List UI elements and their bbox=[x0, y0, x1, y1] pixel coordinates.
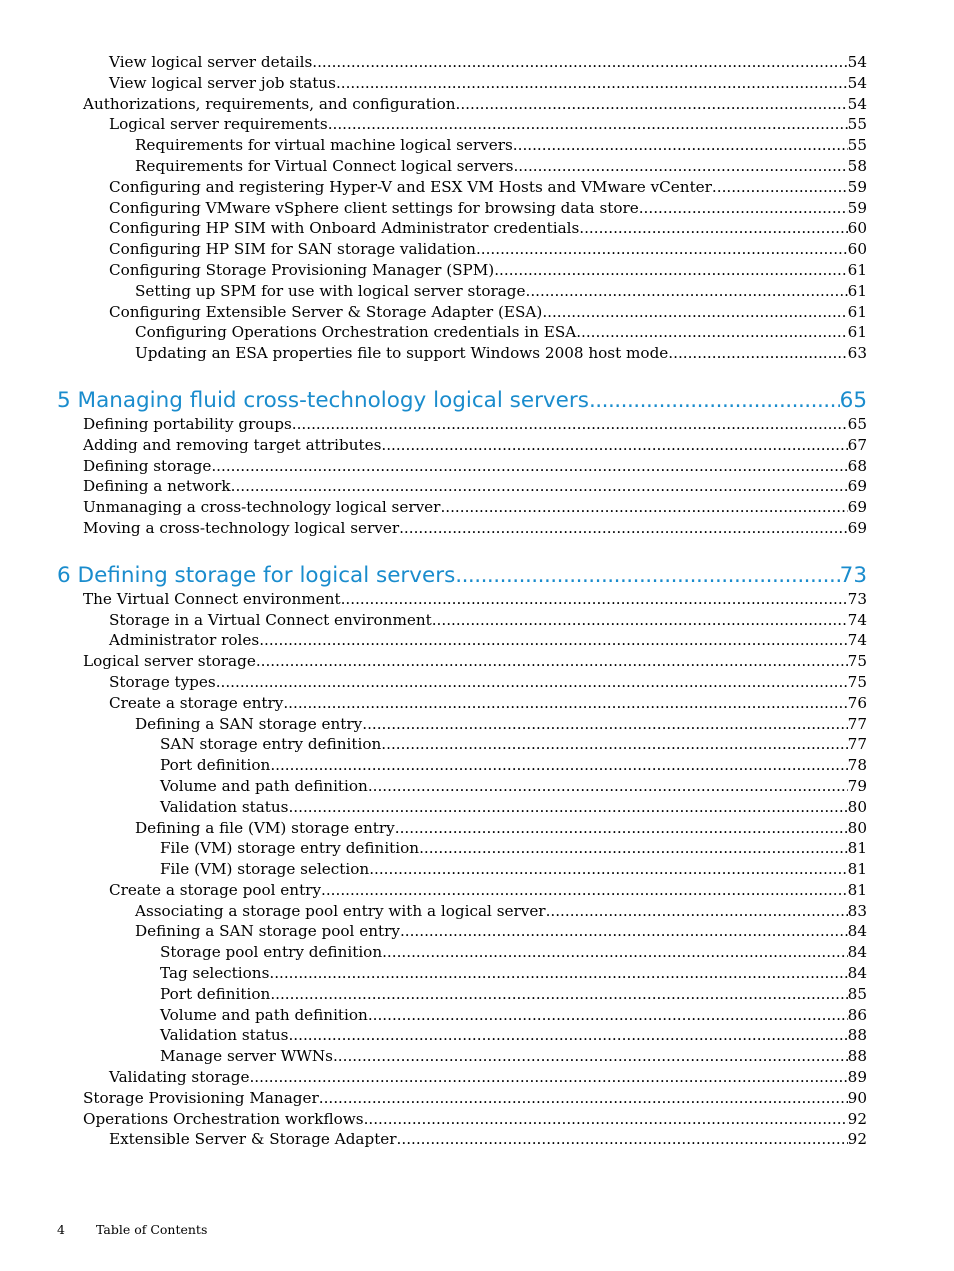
toc-entry-page: 65 bbox=[839, 387, 867, 413]
dot-leader bbox=[336, 73, 848, 94]
dot-leader bbox=[269, 963, 847, 984]
toc-entry-title: Validating storage bbox=[109, 1068, 250, 1087]
toc-entry-page: 69 bbox=[847, 518, 867, 537]
dot-leader bbox=[639, 198, 848, 219]
toc-entry-page: 81 bbox=[847, 860, 867, 879]
dot-leader bbox=[270, 984, 847, 1005]
dot-leader bbox=[526, 281, 848, 302]
toc-entry-title: The Virtual Connect environment bbox=[83, 589, 341, 608]
dot-leader bbox=[494, 260, 847, 281]
dot-leader bbox=[397, 1129, 848, 1150]
toc-entry[interactable] bbox=[57, 281, 867, 302]
toc-entry-title: File (VM) storage entry definition bbox=[160, 839, 420, 858]
toc-entry-page: 59 bbox=[847, 177, 867, 196]
toc-entry[interactable] bbox=[57, 755, 867, 776]
toc-entry-page: 89 bbox=[847, 1068, 867, 1087]
toc-entry-page: 55 bbox=[847, 136, 867, 155]
footer-title: Table of Contents bbox=[96, 1222, 208, 1237]
toc-entry-title: Requirements for Virtual Connect logical servers bbox=[135, 156, 514, 175]
toc-entry[interactable] bbox=[57, 435, 867, 456]
toc-entry-page: 58 bbox=[847, 156, 867, 175]
toc-entry-title: Configuring Extensible Server & Storage Adapter (ESA) bbox=[109, 302, 543, 321]
toc-entry-title: Port definition bbox=[160, 756, 271, 775]
toc-entry-page: 73 bbox=[839, 562, 867, 588]
toc-entry[interactable] bbox=[57, 239, 867, 260]
dot-leader bbox=[256, 651, 848, 672]
dot-leader bbox=[440, 497, 847, 518]
toc-entry-page: 69 bbox=[847, 477, 867, 496]
toc-entry-page: 61 bbox=[847, 281, 867, 300]
toc-entry[interactable] bbox=[57, 1067, 867, 1088]
toc-entry-title: Volume and path definition bbox=[160, 776, 368, 795]
toc-entry-title: Volume and path definition bbox=[160, 1005, 368, 1024]
dot-leader bbox=[328, 114, 848, 135]
toc-entry[interactable] bbox=[57, 177, 867, 198]
toc-chapter-heading[interactable] bbox=[57, 387, 867, 415]
dot-leader bbox=[288, 1025, 847, 1046]
toc-entry[interactable] bbox=[57, 942, 867, 963]
toc-entry-title: SAN storage entry definition bbox=[160, 735, 382, 754]
toc-entry[interactable] bbox=[57, 859, 867, 880]
toc-entry-page: 78 bbox=[847, 756, 867, 775]
dot-leader bbox=[546, 901, 848, 922]
toc-entry-page: 63 bbox=[847, 344, 867, 363]
toc-entry-title: Setting up SPM for use with logical server storage bbox=[135, 281, 526, 300]
toc-entry-page: 90 bbox=[847, 1088, 867, 1107]
dot-leader bbox=[292, 414, 848, 435]
dot-leader bbox=[270, 755, 847, 776]
dot-leader bbox=[579, 218, 847, 239]
toc-entry-page: 92 bbox=[847, 1109, 867, 1128]
toc-entry-page: 81 bbox=[847, 880, 867, 899]
dot-leader bbox=[712, 177, 848, 198]
dot-leader bbox=[319, 1088, 848, 1109]
toc-entry[interactable] bbox=[57, 52, 867, 73]
dot-leader bbox=[668, 343, 847, 364]
dot-leader bbox=[368, 776, 848, 797]
toc-entry-title: Validation status bbox=[160, 797, 289, 816]
toc-entry[interactable] bbox=[57, 984, 867, 1005]
toc-entry-title: Defining storage bbox=[83, 456, 212, 475]
toc-entry-title: Operations Orchestration workflows bbox=[83, 1109, 364, 1128]
toc-entry-title: Adding and removing target attributes bbox=[83, 435, 382, 454]
dot-leader bbox=[362, 714, 847, 735]
toc-entry[interactable] bbox=[57, 818, 867, 839]
toc-entry-page: 74 bbox=[847, 631, 867, 650]
toc-entry-page: 60 bbox=[847, 240, 867, 259]
toc-entry[interactable] bbox=[57, 302, 867, 323]
toc-entry-title: Logical server requirements bbox=[109, 115, 328, 134]
toc-entry[interactable] bbox=[57, 1046, 867, 1067]
toc-entry[interactable] bbox=[57, 114, 867, 135]
toc-entry-title: Unmanaging a cross-technology logical server bbox=[83, 498, 441, 517]
toc-entry-title: Defining a network bbox=[83, 477, 231, 496]
dot-leader bbox=[513, 156, 847, 177]
toc-entry-title: Configuring Storage Provisioning Manager (SPM) bbox=[109, 260, 495, 279]
toc-entry-page: 61 bbox=[847, 302, 867, 321]
toc-entry-title: Manage server WWNs bbox=[160, 1047, 333, 1066]
toc-entry-page: 54 bbox=[847, 94, 867, 113]
toc-entry-page: 54 bbox=[847, 73, 867, 92]
dot-leader bbox=[456, 94, 848, 115]
toc-entry-page: 73 bbox=[847, 589, 867, 608]
toc-entry-page: 84 bbox=[847, 922, 867, 941]
toc-entry-page: 79 bbox=[847, 776, 867, 795]
toc-entry-page: 61 bbox=[847, 323, 867, 342]
dot-leader bbox=[369, 859, 847, 880]
toc-entry-title: Storage pool entry definition bbox=[160, 943, 383, 962]
toc-entry[interactable] bbox=[57, 880, 867, 901]
toc-entry-title: Moving a cross-technology logical server bbox=[83, 518, 400, 537]
toc-entry-title: Defining portability groups bbox=[83, 414, 292, 433]
toc-entry-page: 88 bbox=[847, 1047, 867, 1066]
toc-entry-title: View logical server job status bbox=[109, 73, 336, 92]
toc-entry[interactable] bbox=[57, 414, 867, 435]
toc-entry[interactable] bbox=[57, 610, 867, 631]
toc-entry[interactable] bbox=[57, 734, 867, 755]
dot-leader bbox=[259, 630, 847, 651]
toc-entry[interactable] bbox=[57, 497, 867, 518]
toc-entry[interactable] bbox=[57, 1088, 867, 1109]
dot-leader bbox=[381, 435, 847, 456]
toc-entry[interactable] bbox=[57, 776, 867, 797]
dot-leader bbox=[211, 456, 847, 477]
toc-entry-title: Storage types bbox=[109, 672, 216, 691]
toc-entry[interactable] bbox=[57, 456, 867, 477]
toc-entry-title: Defining a file (VM) storage entry bbox=[135, 818, 395, 837]
toc-entry-page: 84 bbox=[847, 943, 867, 962]
toc-entry[interactable] bbox=[57, 1005, 867, 1026]
dot-leader bbox=[216, 672, 848, 693]
toc-entry[interactable] bbox=[57, 73, 867, 94]
dot-leader bbox=[542, 302, 847, 323]
dot-leader bbox=[395, 818, 848, 839]
toc-entry-title: Storage Provisioning Manager bbox=[83, 1088, 319, 1107]
dot-leader bbox=[576, 322, 847, 343]
toc-entry[interactable] bbox=[57, 156, 867, 177]
dot-leader bbox=[589, 387, 840, 415]
dot-leader bbox=[432, 610, 848, 631]
toc-entry[interactable] bbox=[57, 476, 867, 497]
toc-entry-title: File (VM) storage selection bbox=[160, 860, 370, 879]
toc-entry[interactable] bbox=[57, 838, 867, 859]
toc-entry-page: 83 bbox=[847, 901, 867, 920]
toc-entry[interactable] bbox=[57, 94, 867, 115]
toc-entry-title: Create a storage pool entry bbox=[109, 880, 322, 899]
toc-entry[interactable] bbox=[57, 260, 867, 281]
toc-entry[interactable] bbox=[57, 651, 867, 672]
toc-entry-page: 59 bbox=[847, 198, 867, 217]
page-footer bbox=[57, 1222, 207, 1237]
toc-entry[interactable] bbox=[57, 797, 867, 818]
toc-entry-title: Tag selections bbox=[160, 964, 270, 983]
toc-entry-page: 67 bbox=[847, 435, 867, 454]
toc-entry-title: Administrator roles bbox=[109, 631, 260, 650]
toc-entry-title: Requirements for virtual machine logical servers bbox=[135, 136, 513, 155]
dot-leader bbox=[231, 476, 848, 497]
toc-entry[interactable] bbox=[57, 963, 867, 984]
toc-entry[interactable] bbox=[57, 693, 867, 714]
toc-entry[interactable] bbox=[57, 1129, 867, 1150]
toc-entry-page: 80 bbox=[847, 818, 867, 837]
toc-entry-title: Configuring HP SIM for SAN storage validation bbox=[109, 240, 476, 259]
toc-entry[interactable] bbox=[57, 901, 867, 922]
toc-entry[interactable] bbox=[57, 518, 867, 539]
dot-leader bbox=[476, 239, 848, 260]
toc-entry-title: 5 Managing fluid cross-technology logical servers bbox=[57, 387, 589, 413]
dot-leader bbox=[419, 838, 848, 859]
toc-entry-page: 77 bbox=[847, 735, 867, 754]
toc-entry-title: Defining a SAN storage entry bbox=[135, 714, 363, 733]
toc-entry-page: 88 bbox=[847, 1026, 867, 1045]
toc-entry-page: 81 bbox=[847, 839, 867, 858]
dot-leader bbox=[341, 589, 848, 610]
toc-entry-title: View logical server details bbox=[109, 53, 313, 71]
toc-entry[interactable] bbox=[57, 198, 867, 219]
toc-entry-page: 76 bbox=[847, 693, 867, 712]
toc-entry-title: Logical server storage bbox=[83, 652, 256, 671]
dot-leader bbox=[455, 562, 839, 590]
toc-entry-title: Updating an ESA properties file to support Windows 2008 host mode bbox=[135, 344, 669, 363]
dot-leader bbox=[312, 52, 847, 73]
toc-entry-page: 68 bbox=[847, 456, 867, 475]
toc-chapter-heading[interactable] bbox=[57, 562, 867, 590]
toc-entry-title: Configuring Operations Orchestration credentials in ESA bbox=[135, 323, 577, 342]
toc-entry[interactable] bbox=[57, 343, 867, 364]
toc-entry-page: 75 bbox=[847, 672, 867, 691]
toc-entry-page: 85 bbox=[847, 984, 867, 1003]
dot-leader bbox=[381, 734, 847, 755]
toc-entry[interactable] bbox=[57, 1025, 867, 1046]
dot-leader bbox=[321, 880, 848, 901]
toc-entry-page: 92 bbox=[847, 1130, 867, 1149]
toc-entry-page: 54 bbox=[847, 53, 867, 71]
toc-entry-title: Storage in a Virtual Connect environment bbox=[109, 610, 432, 629]
toc-entry-title: Port definition bbox=[160, 984, 271, 1003]
dot-leader bbox=[249, 1067, 847, 1088]
dot-leader bbox=[364, 1109, 848, 1130]
dot-leader bbox=[333, 1046, 848, 1067]
dot-leader bbox=[400, 921, 848, 942]
toc-entry-title: Configuring and registering Hyper-V and ESX VM Hosts and VMware vCenter bbox=[109, 177, 712, 196]
toc-entry-page: 61 bbox=[847, 260, 867, 279]
toc-entry-page: 75 bbox=[847, 652, 867, 671]
toc-entry-page: 86 bbox=[847, 1005, 867, 1024]
toc-entry[interactable] bbox=[57, 672, 867, 693]
toc-entry-page: 60 bbox=[847, 219, 867, 238]
toc-entry-title: Associating a storage pool entry with a logical server bbox=[135, 901, 546, 920]
dot-leader bbox=[382, 942, 848, 963]
toc-entry[interactable] bbox=[57, 589, 867, 610]
toc-entry[interactable] bbox=[57, 714, 867, 735]
toc-entry-page: 80 bbox=[847, 797, 867, 816]
toc-entry[interactable] bbox=[57, 1109, 867, 1130]
toc-entry[interactable] bbox=[57, 135, 867, 156]
toc-entry-title: Create a storage entry bbox=[109, 693, 284, 712]
toc-entry-title: 6 Defining storage for logical servers bbox=[57, 562, 456, 588]
dot-leader bbox=[513, 135, 848, 156]
toc-entry-title: Authorizations, requirements, and configuration bbox=[83, 94, 456, 113]
toc-entry-page: 65 bbox=[847, 414, 867, 433]
toc-entry-page: 74 bbox=[847, 610, 867, 629]
toc-entry[interactable] bbox=[57, 630, 867, 651]
footer-page-number: 4 bbox=[57, 1222, 65, 1237]
toc-entry[interactable] bbox=[57, 921, 867, 942]
table-of-contents bbox=[57, 52, 867, 1150]
toc-entry-title: Configuring VMware vSphere client settings for browsing data store bbox=[109, 198, 639, 217]
toc-entry-title: Defining a SAN storage pool entry bbox=[135, 922, 400, 941]
dot-leader bbox=[283, 693, 847, 714]
toc-entry-page: 84 bbox=[847, 964, 867, 983]
toc-entry[interactable] bbox=[57, 322, 867, 343]
dot-leader bbox=[288, 797, 847, 818]
toc-entry-page: 69 bbox=[847, 498, 867, 517]
toc-entry[interactable] bbox=[57, 218, 867, 239]
toc-entry-title: Extensible Server & Storage Adapter bbox=[109, 1130, 397, 1149]
toc-entry-title: Configuring HP SIM with Onboard Administrator credentials bbox=[109, 219, 580, 238]
toc-entry-page: 77 bbox=[847, 714, 867, 733]
dot-leader bbox=[399, 518, 848, 539]
toc-entry-title: Validation status bbox=[160, 1026, 289, 1045]
dot-leader bbox=[368, 1005, 848, 1026]
toc-entry-page: 55 bbox=[847, 115, 867, 134]
